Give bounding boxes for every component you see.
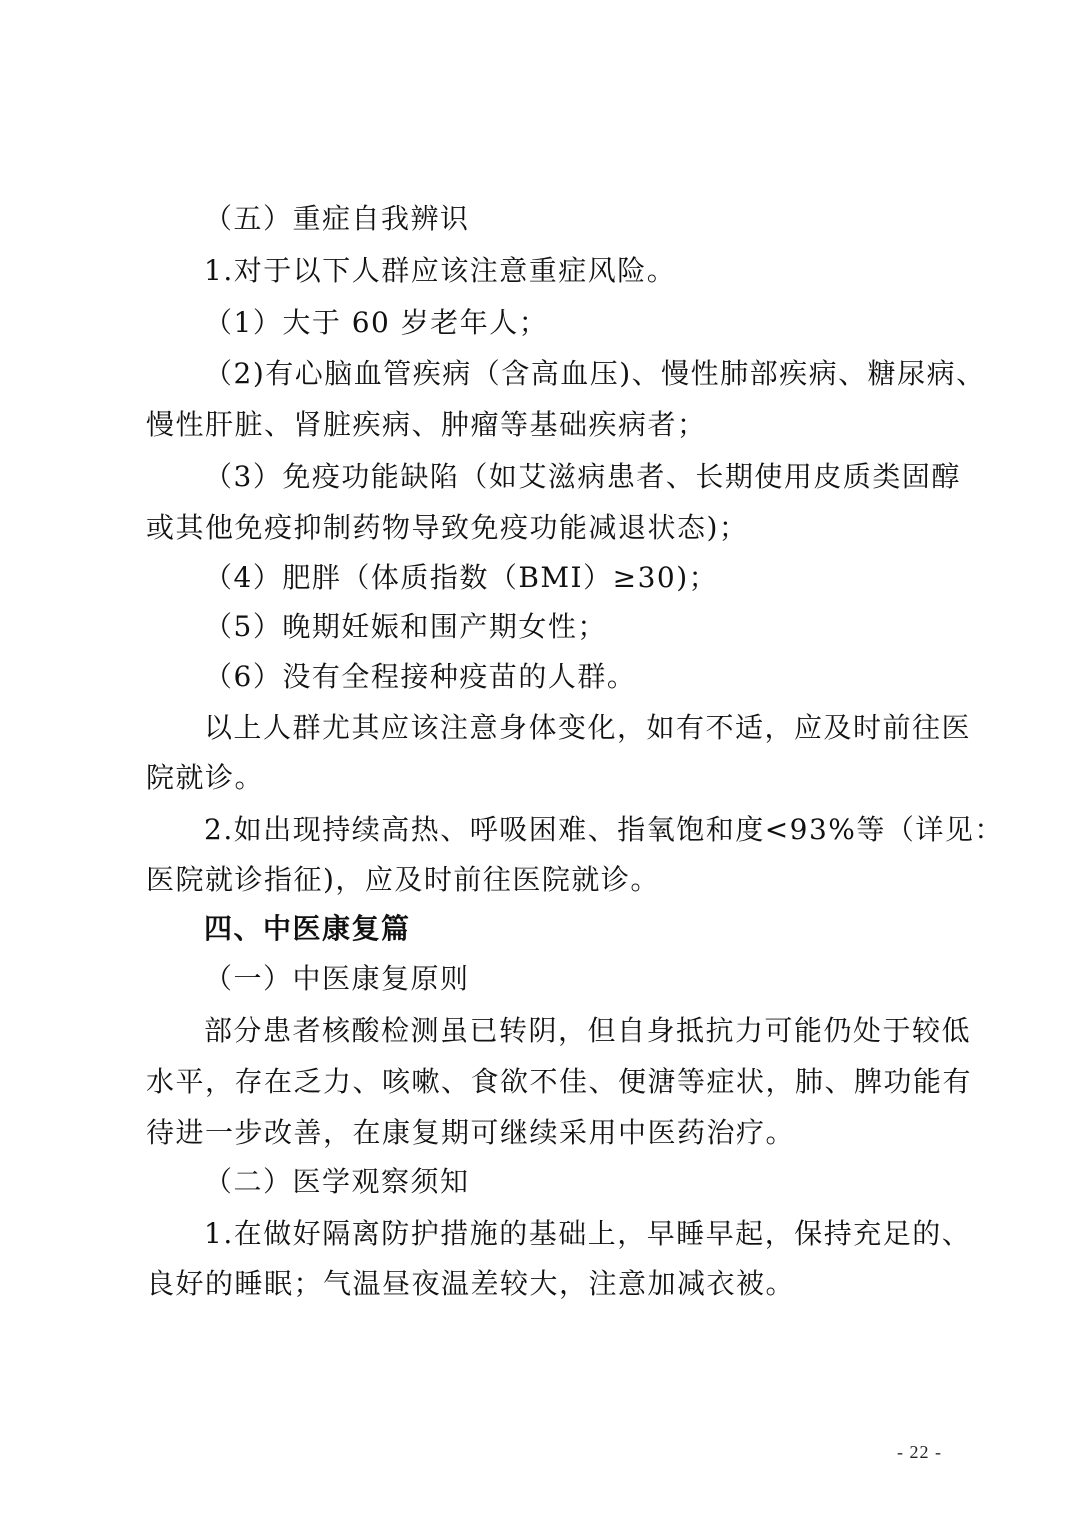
list-item-line: （2)有心脑血管疾病（含高血压)、慢性肺部疾病、糖尿病、 bbox=[204, 357, 986, 390]
paragraph-continuation: 待进一步改善，在康复期可继续采用中医药治疗。 bbox=[146, 1116, 796, 1149]
list-item-line: （5）晚期妊娠和围产期女性； bbox=[204, 610, 607, 643]
list-item-line: （4）肥胖（体质指数（BMI）≥30)； bbox=[204, 561, 719, 594]
paragraph-line: 部分患者核酸检测虽已转阴，但自身抵抗力可能仍处于较低 bbox=[204, 1014, 972, 1047]
list-item-line: （6）没有全程接种疫苗的人群。 bbox=[204, 660, 637, 693]
list-item-continuation: 或其他免疫抑制药物导致免疫功能减退状态)； bbox=[146, 511, 749, 544]
chapter-heading-tcm-rehabilitation: 四、中医康复篇 bbox=[204, 912, 411, 945]
section-heading-severe-self-identification: （五）重症自我辨识 bbox=[204, 202, 470, 235]
paragraph-continuation: 医院就诊指征)，应及时前往医院就诊。 bbox=[146, 863, 660, 896]
paragraph-continuation: 水平，存在乏力、咳嗽、食欲不佳、便溏等症状，肺、脾功能有 bbox=[146, 1065, 973, 1098]
paragraph-line: 2.如出现持续高热、呼吸困难、指氧饱和度<93%等（详见： bbox=[204, 813, 1004, 846]
list-item-continuation: 慢性肝脏、肾脏疾病、肿瘤等基础疾病者； bbox=[146, 408, 707, 441]
paragraph-line: 1.在做好隔离防护措施的基础上，早睡早起，保持充足的、 bbox=[204, 1217, 972, 1250]
list-item-line: （3）免疫功能缺陷（如艾滋病患者、长期使用皮质类固醇 bbox=[204, 460, 961, 493]
paragraph-continuation: 院就诊。 bbox=[146, 761, 265, 794]
page-number: - 22 - bbox=[897, 1442, 942, 1462]
section-heading-tcm-principles: （一）中医康复原则 bbox=[204, 962, 470, 995]
section-heading-medical-observation: （二）医学观察须知 bbox=[204, 1165, 470, 1198]
list-item-line: （1）大于 60 岁老年人； bbox=[204, 306, 549, 339]
paragraph-continuation: 良好的睡眠；气温昼夜温差较大，注意加减衣被。 bbox=[146, 1267, 796, 1300]
paragraph-line: 1.对于以下人群应该注意重症风险。 bbox=[204, 254, 677, 287]
paragraph-line: 以上人群尤其应该注意身体变化，如有不适，应及时前往医 bbox=[204, 711, 972, 744]
